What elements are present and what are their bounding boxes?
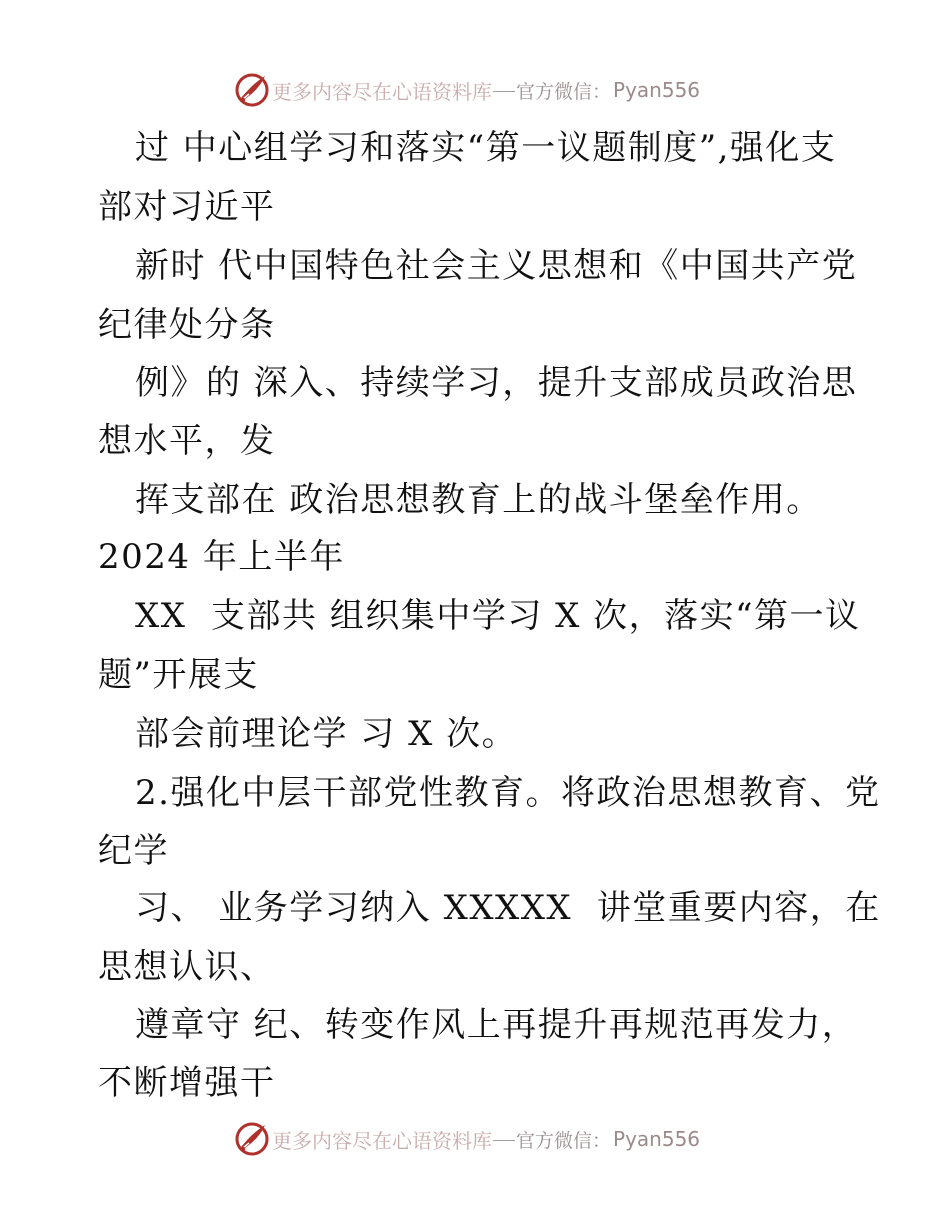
quill-logo-icon <box>234 1121 270 1157</box>
watermark-account: Pyan556 <box>613 1127 701 1151</box>
watermark-dash <box>493 1140 515 1141</box>
watermark-official-label: 官方微信： <box>516 80 612 103</box>
text-line: 想水平，发 <box>98 421 276 461</box>
text-line: 思想认识、 <box>98 947 276 987</box>
text-line: 纪学 <box>98 831 169 871</box>
quill-logo-icon <box>234 72 270 108</box>
text-line: 例》的 深入、持续学习，提升支部成员政治思 <box>135 363 858 403</box>
header-watermark <box>234 70 700 110</box>
text-line: 挥支部在 政治思想教育上的战斗堡垒作用。 <box>135 480 822 520</box>
text-line: 部对习近平 <box>98 187 276 227</box>
footer-watermark <box>234 1119 700 1159</box>
watermark-account: Pyan556 <box>613 78 701 102</box>
watermark-site-name: 更多内容尽在心语资料库 <box>272 79 492 104</box>
watermark-site-name: 更多内容尽在心语资料库 <box>272 1128 492 1153</box>
text-line: 不断增强干 <box>98 1063 276 1103</box>
text-line: 部会前理论学 习 X 次。 <box>135 714 518 754</box>
text-line: 过 中心组学习和落实“第一议题制度”,强化支 <box>135 128 837 168</box>
text-line: 2024 年上半年 <box>98 537 345 577</box>
text-line: 新时 代中国特色社会主义思想和《中国共产党 <box>135 246 858 286</box>
text-line: XX 支部共 组织集中学习 X 次，落实“第一议 <box>135 596 861 636</box>
text-line: 习、 业务学习纳入 XXXXX 讲堂重要内容，在 <box>135 888 881 928</box>
text-line: 题”开展支 <box>98 655 259 695</box>
text-line: 纪律处分条 <box>98 305 276 345</box>
text-line: 2.强化中层干部党性教育。将政治思想教育、党 <box>135 773 881 813</box>
watermark-dash <box>493 91 515 92</box>
watermark-official-label: 官方微信： <box>516 1129 612 1152</box>
text-line: 遵章守 纪、转变作风上再提升再规范再发力， <box>135 1005 858 1045</box>
